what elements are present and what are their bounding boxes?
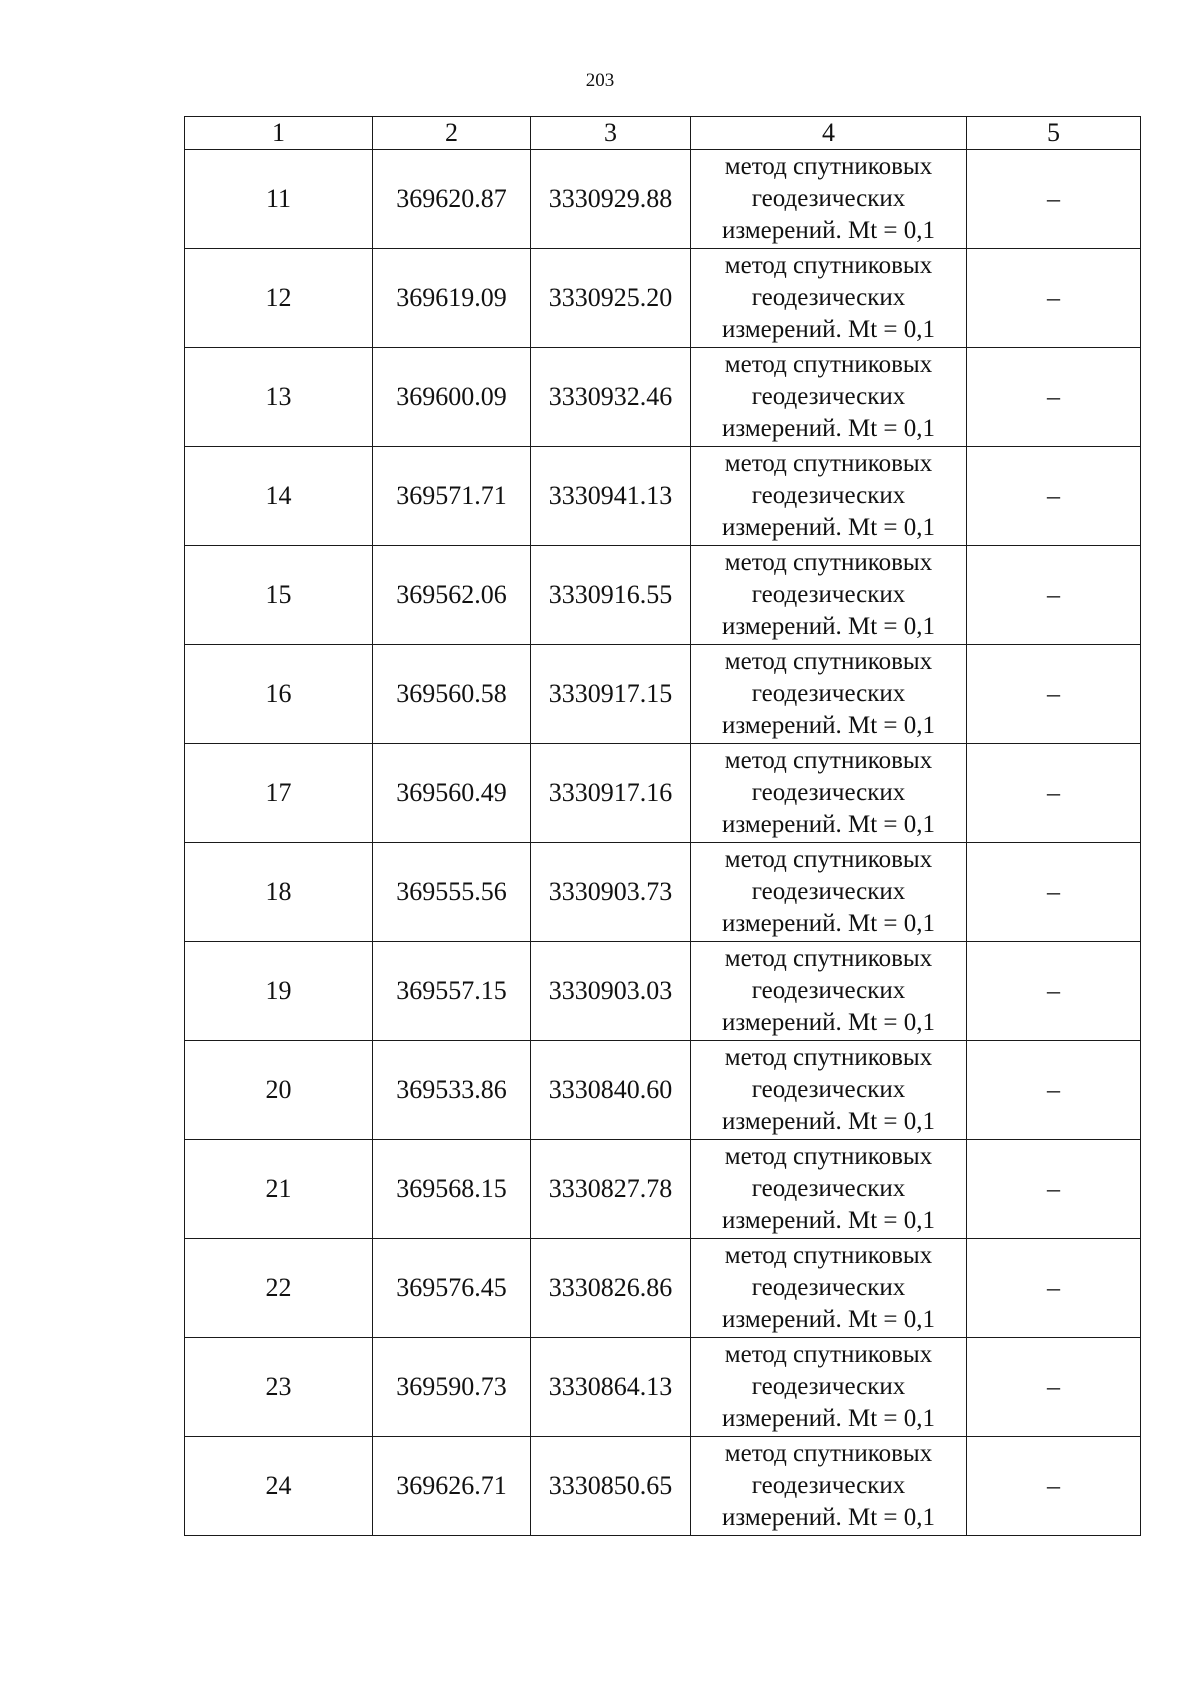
x-coordinate-cell: 369560.49 [373, 744, 531, 843]
point-number-cell: 11 [185, 150, 373, 249]
method-line: измерений. Mt = 0,1 [721, 217, 936, 244]
method-line: метод спутниковых [724, 1044, 933, 1071]
method-line: метод спутниковых [724, 1341, 933, 1368]
header-col-1: 1 [185, 117, 373, 150]
note-cell: – [967, 447, 1141, 546]
method-line: измерений. Mt = 0,1 [721, 415, 936, 442]
method-line: метод спутниковых [724, 747, 933, 774]
y-coordinate-cell: 3330826.86 [531, 1239, 691, 1338]
x-coordinate-cell: 369557.15 [373, 942, 531, 1041]
table-row [185, 1239, 1141, 1338]
header-col-4: 4 [691, 117, 967, 150]
method-line: геодезических [751, 482, 906, 509]
method-line: геодезических [751, 581, 906, 608]
method-cell [691, 744, 967, 843]
note-cell: – [967, 1140, 1141, 1239]
note-cell: – [967, 1239, 1141, 1338]
method-line: геодезических [751, 779, 906, 806]
x-coordinate-cell: 369562.06 [373, 546, 531, 645]
y-coordinate-cell: 3330917.15 [531, 645, 691, 744]
method-line: метод спутниковых [724, 351, 933, 378]
method-cell [691, 348, 967, 447]
table-row [185, 249, 1141, 348]
y-coordinate-cell: 3330929.88 [531, 150, 691, 249]
x-coordinate-cell: 369590.73 [373, 1338, 531, 1437]
note-cell: – [967, 1437, 1141, 1536]
point-number-cell: 24 [185, 1437, 373, 1536]
y-coordinate-cell: 3330903.03 [531, 942, 691, 1041]
table-row [185, 1437, 1141, 1536]
method-line: геодезических [751, 1076, 906, 1103]
method-line: метод спутниковых [724, 1143, 933, 1170]
note-cell: – [967, 744, 1141, 843]
y-coordinate-cell: 3330916.55 [531, 546, 691, 645]
note-cell: – [967, 348, 1141, 447]
header-col-2: 2 [373, 117, 531, 150]
method-line: геодезических [751, 284, 906, 311]
method-line: измерений. Mt = 0,1 [721, 1207, 936, 1234]
method-line: измерений. Mt = 0,1 [721, 613, 936, 640]
method-cell [691, 1437, 967, 1536]
table-row [185, 942, 1141, 1041]
method-cell [691, 1239, 967, 1338]
method-cell [691, 942, 967, 1041]
table-row [185, 1140, 1141, 1239]
header-col-5: 5 [967, 117, 1141, 150]
point-number-cell: 20 [185, 1041, 373, 1140]
point-number-cell: 22 [185, 1239, 373, 1338]
x-coordinate-cell: 369568.15 [373, 1140, 531, 1239]
method-cell [691, 645, 967, 744]
point-number-cell: 21 [185, 1140, 373, 1239]
table-row [185, 348, 1141, 447]
method-cell [691, 1041, 967, 1140]
table-row [185, 447, 1141, 546]
y-coordinate-cell: 3330903.73 [531, 843, 691, 942]
method-cell [691, 546, 967, 645]
method-line: метод спутниковых [724, 1440, 933, 1467]
table-row [185, 1041, 1141, 1140]
table-row [185, 843, 1141, 942]
note-cell: – [967, 150, 1141, 249]
point-number-cell: 23 [185, 1338, 373, 1437]
point-number-cell: 19 [185, 942, 373, 1041]
method-line: геодезических [751, 977, 906, 1004]
point-number-cell: 17 [185, 744, 373, 843]
method-line: измерений. Mt = 0,1 [721, 910, 936, 937]
method-cell [691, 843, 967, 942]
method-line: измерений. Mt = 0,1 [721, 712, 936, 739]
note-cell: – [967, 942, 1141, 1041]
coordinates-table [184, 116, 1141, 1536]
method-line: метод спутниковых [724, 846, 933, 873]
method-line: геодезических [751, 1472, 906, 1499]
y-coordinate-cell: 3330827.78 [531, 1140, 691, 1239]
note-cell: – [967, 1338, 1141, 1437]
table-header [185, 117, 1141, 150]
point-number-cell: 18 [185, 843, 373, 942]
y-coordinate-cell: 3330864.13 [531, 1338, 691, 1437]
y-coordinate-cell: 3330932.46 [531, 348, 691, 447]
y-coordinate-cell: 3330917.16 [531, 744, 691, 843]
note-cell: – [967, 546, 1141, 645]
method-cell [691, 1140, 967, 1239]
y-coordinate-cell: 3330840.60 [531, 1041, 691, 1140]
method-cell [691, 249, 967, 348]
method-line: метод спутниковых [724, 945, 933, 972]
header-row [185, 117, 1141, 150]
method-line: метод спутниковых [724, 549, 933, 576]
method-line: измерений. Mt = 0,1 [721, 1108, 936, 1135]
method-line: измерений. Mt = 0,1 [721, 1306, 936, 1333]
point-number-cell: 14 [185, 447, 373, 546]
method-cell [691, 447, 967, 546]
table-row [185, 1338, 1141, 1437]
x-coordinate-cell: 369533.86 [373, 1041, 531, 1140]
method-line: измерений. Mt = 0,1 [721, 1405, 936, 1432]
method-cell [691, 150, 967, 249]
note-cell: – [967, 249, 1141, 348]
method-line: геодезических [751, 1175, 906, 1202]
method-line: измерений. Mt = 0,1 [721, 316, 936, 343]
x-coordinate-cell: 369555.56 [373, 843, 531, 942]
x-coordinate-cell: 369600.09 [373, 348, 531, 447]
x-coordinate-cell: 369619.09 [373, 249, 531, 348]
method-line: геодезических [751, 383, 906, 410]
y-coordinate-cell: 3330941.13 [531, 447, 691, 546]
note-cell: – [967, 645, 1141, 744]
table-row [185, 744, 1141, 843]
method-line: метод спутниковых [724, 1242, 933, 1269]
page-number: 203 [585, 70, 615, 91]
method-line: геодезических [751, 680, 906, 707]
x-coordinate-cell: 369571.71 [373, 447, 531, 546]
method-line: измерений. Mt = 0,1 [721, 1504, 936, 1531]
x-coordinate-cell: 369560.58 [373, 645, 531, 744]
method-line: измерений. Mt = 0,1 [721, 811, 936, 838]
point-number-cell: 15 [185, 546, 373, 645]
point-number-cell: 13 [185, 348, 373, 447]
method-line: геодезических [751, 878, 906, 905]
point-number-cell: 16 [185, 645, 373, 744]
y-coordinate-cell: 3330850.65 [531, 1437, 691, 1536]
method-line: метод спутниковых [724, 648, 933, 675]
x-coordinate-cell: 369620.87 [373, 150, 531, 249]
y-coordinate-cell: 3330925.20 [531, 249, 691, 348]
method-line: метод спутниковых [724, 450, 933, 477]
x-coordinate-cell: 369576.45 [373, 1239, 531, 1338]
method-line: геодезических [751, 185, 906, 212]
header-col-3: 3 [531, 117, 691, 150]
note-cell: – [967, 843, 1141, 942]
method-line: геодезических [751, 1373, 906, 1400]
method-line: измерений. Mt = 0,1 [721, 514, 936, 541]
method-line: метод спутниковых [724, 153, 933, 180]
table-row [185, 150, 1141, 249]
point-number-cell: 12 [185, 249, 373, 348]
method-cell [691, 1338, 967, 1437]
method-line: геодезических [751, 1274, 906, 1301]
x-coordinate-cell: 369626.71 [373, 1437, 531, 1536]
table-row [185, 645, 1141, 744]
note-cell: – [967, 1041, 1141, 1140]
method-line: метод спутниковых [724, 252, 933, 279]
method-line: измерений. Mt = 0,1 [721, 1009, 936, 1036]
table-row [185, 546, 1141, 645]
table-body [185, 150, 1141, 1536]
